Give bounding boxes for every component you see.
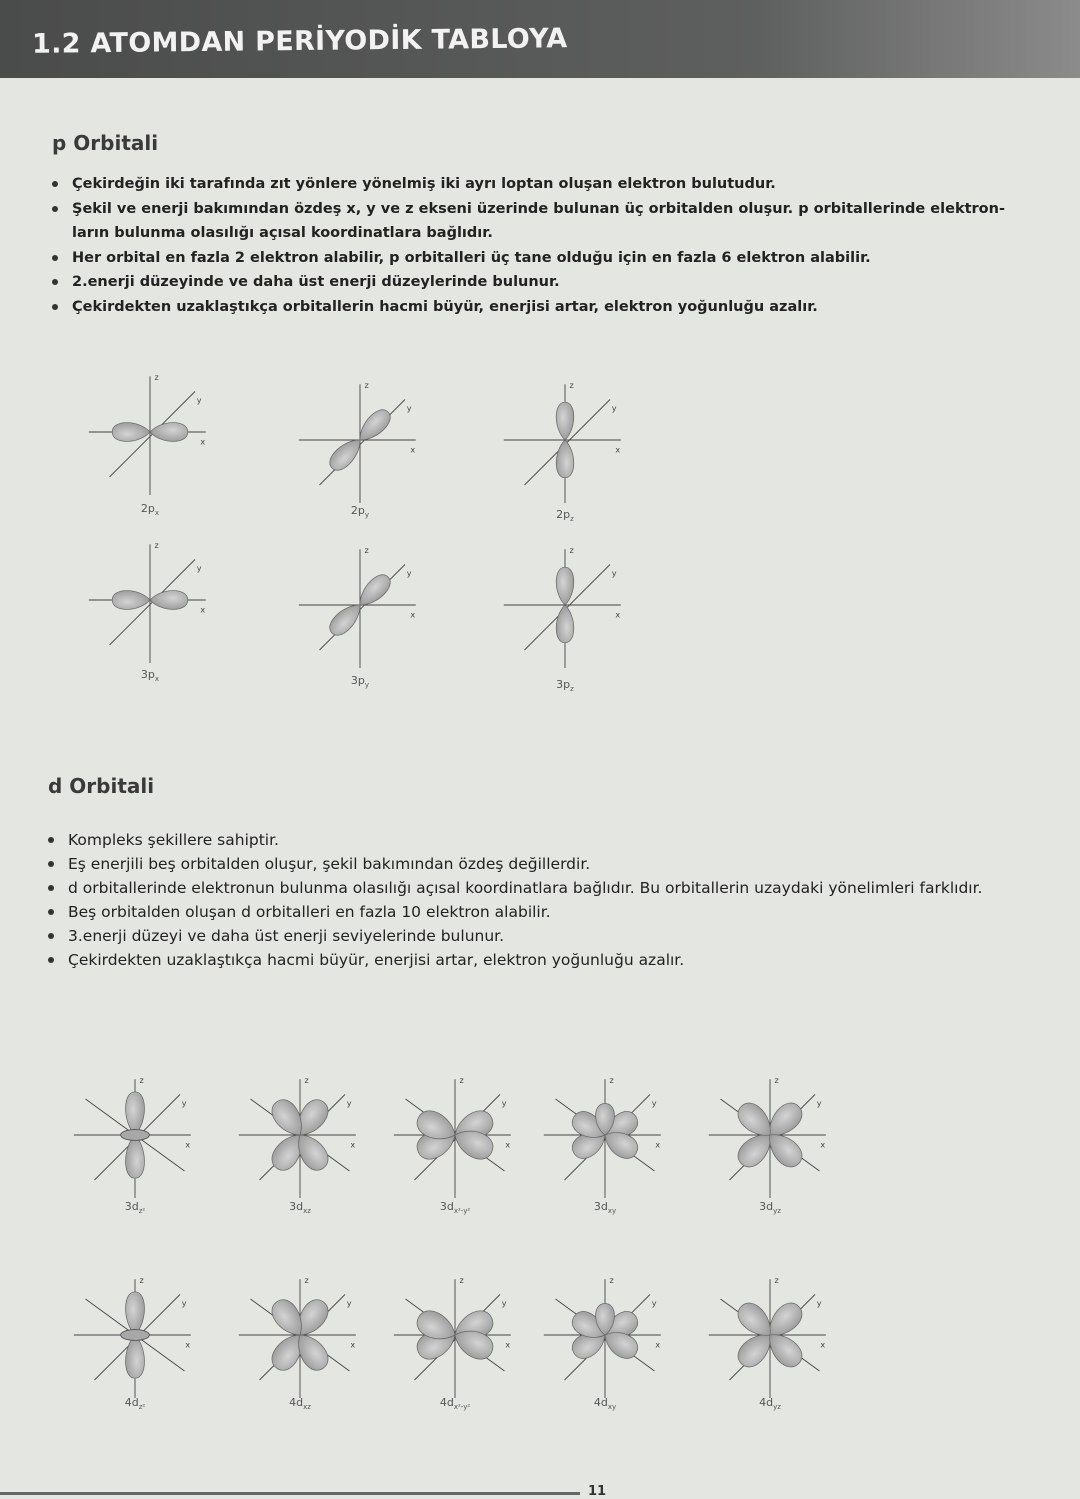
orbital-label <box>594 1200 616 1215</box>
z-axis-label: z <box>139 1074 144 1085</box>
torus-ring <box>121 1330 150 1341</box>
chapter-title: 1.2 ATOMDAN PERİYODİK TABLOYA <box>31 23 568 60</box>
y-axis-label: y <box>611 403 617 414</box>
p-orbital-diagram-2py <box>288 368 432 512</box>
z-axis-label: z <box>569 544 574 555</box>
p-orbital-diagram-3py <box>288 533 432 677</box>
x-axis-label: x <box>185 1139 191 1150</box>
orbital-label <box>351 674 369 689</box>
orbital-label <box>759 1396 781 1411</box>
page-number: 11 <box>588 1484 607 1499</box>
orbital-label <box>594 1396 616 1411</box>
z-axis-label: z <box>304 1274 309 1285</box>
orbital-lobe <box>556 402 574 440</box>
y-axis <box>320 400 406 486</box>
orbital-label-base: 4d <box>759 1396 774 1409</box>
y-axis-label: y <box>346 1098 352 1109</box>
x-axis-label: x <box>820 1139 826 1150</box>
y-axis <box>320 565 406 651</box>
z-axis-label: z <box>774 1074 779 1085</box>
orbital-label-subscript: y <box>364 511 370 520</box>
d-orbital-heading: d Orbitali <box>48 774 155 798</box>
p-orbital-diagram-2pz <box>493 368 637 512</box>
orbital-lobe <box>126 1335 145 1378</box>
orbital-lobe <box>126 1292 145 1335</box>
p-orbital-bullets <box>52 172 1042 319</box>
x-axis-label: x <box>505 1339 511 1350</box>
p-orbital-diagram-2px <box>78 360 222 504</box>
x-axis-label: x <box>505 1139 511 1150</box>
orbital-lobe <box>112 591 150 610</box>
orbital-lobe <box>112 423 150 442</box>
orbital-label-subscript: xz <box>303 1403 311 1412</box>
orbital-lobe <box>556 567 574 605</box>
orbital-label <box>125 1396 145 1411</box>
orbital-label-base: 3p <box>350 674 365 687</box>
orbital-label-subscript: y <box>364 681 370 690</box>
orbital-label <box>759 1200 781 1215</box>
orbital-label-subscript: x²-y² <box>453 1403 471 1412</box>
p-orbital-diagram-3px <box>78 528 222 672</box>
z-axis-label: z <box>154 371 159 382</box>
orbital-label-base: 4d <box>289 1396 304 1409</box>
z-axis-label: z <box>569 379 574 390</box>
orbital-label-base: 2p <box>140 502 155 515</box>
orbital-label-subscript: xz <box>303 1207 311 1216</box>
z-axis-label: z <box>459 1274 464 1285</box>
d-orbital-diagram-4dyz <box>698 1263 842 1407</box>
y-axis-label: y <box>816 1098 822 1109</box>
bullet: Çekirdekten uzaklaştıkça orbitallerin hacmi büyür, enerjisi artar, elektron yoğunluğu azalır. <box>52 295 1042 320</box>
orbital-label-subscript: x²-y² <box>453 1207 471 1216</box>
orbital-label-subscript: x <box>154 509 160 518</box>
z-axis-label: z <box>609 1274 614 1285</box>
d-orbital-bullets <box>48 828 1068 972</box>
x-axis-label: x <box>185 1339 191 1350</box>
x-axis-label: x <box>820 1339 826 1350</box>
orbital-label <box>351 504 369 519</box>
bullet: 3.enerji düzeyi ve daha üst enerji seviyelerinde bulunur. <box>48 924 1068 948</box>
z-axis-label: z <box>139 1274 144 1285</box>
orbital-label <box>125 1200 145 1215</box>
y-axis-label: y <box>181 1098 187 1109</box>
d-orbital-diagram-3dxz <box>228 1063 372 1207</box>
orbital-label <box>440 1396 470 1411</box>
orbital-label-base: 3p <box>140 668 155 681</box>
y-axis-label: y <box>501 1098 507 1109</box>
orbital-lobe <box>150 591 188 610</box>
bullet: Şekil ve enerji bakımından özdeş x, y ve z ekseni üzerinde bulunan üç orbitalden oluşur. p orbitallerinde elektron-ların bulunma olasılığı açısal koordinatlara bağlıdır. <box>52 197 1042 246</box>
y-axis-label: y <box>406 403 412 414</box>
orbital-label <box>141 502 159 517</box>
bullet: Kompleks şekillere sahiptir. <box>48 828 1068 852</box>
orbital-label-base: 4d <box>593 1396 608 1409</box>
y-axis-label: y <box>651 1298 657 1309</box>
y-axis-label: y <box>196 395 202 406</box>
d-orbital-diagram-4dx²-y² <box>383 1263 527 1407</box>
orbital-label-base: 3d <box>439 1200 454 1213</box>
d-orbital-diagram-3dz² <box>63 1063 207 1207</box>
orbital-label-base: 3d <box>124 1200 139 1213</box>
x-axis-label: x <box>615 444 621 455</box>
d-orbital-diagram-4dxz <box>228 1263 372 1407</box>
bullet: Beş orbitalden oluşan d orbitalleri en fazla 10 elektron alabilir. <box>48 900 1068 924</box>
z-axis-label: z <box>774 1274 779 1285</box>
orbital-label-subscript: yz <box>773 1403 781 1412</box>
y-axis-label: y <box>816 1298 822 1309</box>
orbital-label-base: 2p <box>350 504 365 517</box>
x-axis-label: x <box>350 1139 356 1150</box>
orbital-label-base: 2p <box>556 508 571 521</box>
orbital-lobe <box>126 1092 145 1135</box>
bullet: Çekirdeğin iki tarafında zıt yönlere yönelmiş iki ayrı loptan oluşan elektron bulutudur. <box>52 172 1042 197</box>
d-orbital-diagram-4dz² <box>63 1263 207 1407</box>
x-axis-label: x <box>350 1339 356 1350</box>
x-axis-label: x <box>655 1139 661 1150</box>
z-axis-label: z <box>154 539 159 550</box>
bullet: Her orbital en fazla 2 elektron alabilir, p orbitalleri üç tane olduğu için en fazla 6 elektron alabilir. <box>52 246 1042 271</box>
d-orbital-diagram-3dxy <box>533 1063 677 1207</box>
z-axis-label: z <box>304 1074 309 1085</box>
p-orbital-diagram-3pz <box>493 533 637 677</box>
torus-ring <box>121 1130 150 1141</box>
orbital-label <box>556 678 574 693</box>
orbital-label-base: 3d <box>593 1200 608 1213</box>
p-orbital-heading: p Orbitali <box>52 131 159 155</box>
y-axis-label: y <box>196 563 202 574</box>
orbital-lobe <box>556 440 574 478</box>
orbital-label-subscript: yz <box>773 1207 781 1216</box>
d-orbital-diagram-3dyz <box>698 1063 842 1207</box>
orbital-label <box>141 668 159 683</box>
z-axis-label: z <box>459 1074 464 1085</box>
d-orbital-diagram-3dx²-y² <box>383 1063 527 1207</box>
orbital-label-subscript: z <box>570 515 574 524</box>
y-axis-label: y <box>181 1298 187 1309</box>
y-axis-label: y <box>611 568 617 579</box>
orbital-label-base: 3d <box>759 1200 774 1213</box>
y-axis-label: y <box>346 1298 352 1309</box>
x-axis-label: x <box>655 1339 661 1350</box>
z-axis-label: z <box>609 1074 614 1085</box>
orbital-label-subscript: z <box>570 685 574 694</box>
footer-rule <box>0 1492 580 1495</box>
bullet: Çekirdekten uzaklaştıkça hacmi büyür, enerjisi artar, elektron yoğunluğu azalır. <box>48 948 1068 972</box>
orbital-label-base: 3d <box>289 1200 304 1213</box>
orbital-label <box>289 1200 311 1215</box>
x-axis-label: x <box>615 609 621 620</box>
x-axis-label: x <box>410 444 416 455</box>
x-axis-label: x <box>200 436 206 447</box>
orbital-label-base: 4d <box>124 1396 139 1409</box>
orbital-label-subscript: xy <box>607 1403 617 1412</box>
orbital-lobe <box>150 423 188 442</box>
d-orbital-diagram-4dxy <box>533 1263 677 1407</box>
z-axis-label: z <box>364 379 369 390</box>
y-axis-label: y <box>501 1298 507 1309</box>
orbital-label-subscript: x <box>154 675 160 684</box>
orbital-label-subscript: z² <box>138 1403 146 1412</box>
orbital-lobe <box>126 1135 145 1178</box>
chapter-header <box>0 0 1080 78</box>
y-axis-label: y <box>406 568 412 579</box>
z-axis-label: z <box>364 544 369 555</box>
orbital-label <box>289 1396 311 1411</box>
orbital-label <box>556 508 574 523</box>
x-axis-label: x <box>200 604 206 615</box>
orbital-label-base: 4d <box>439 1396 454 1409</box>
orbital-label-subscript: z² <box>138 1207 146 1216</box>
orbital-label-subscript: xy <box>607 1207 617 1216</box>
y-axis-label: y <box>651 1098 657 1109</box>
orbital-lobe <box>556 605 574 643</box>
bullet: d orbitallerinde elektronun bulunma olasılığı açısal koordinatlara bağlıdır. Bu orbitallerin uzaydaki yönelimleri farklıdır. <box>48 876 1068 900</box>
orbital-label <box>440 1200 470 1215</box>
bullet: Eş enerjili beş orbitalden oluşur, şekil bakımından özdeş değillerdir. <box>48 852 1068 876</box>
bullet: 2.enerji düzeyinde ve daha üst enerji düzeylerinde bulunur. <box>52 270 1042 295</box>
orbital-label-base: 3p <box>556 678 571 691</box>
x-axis-label: x <box>410 609 416 620</box>
